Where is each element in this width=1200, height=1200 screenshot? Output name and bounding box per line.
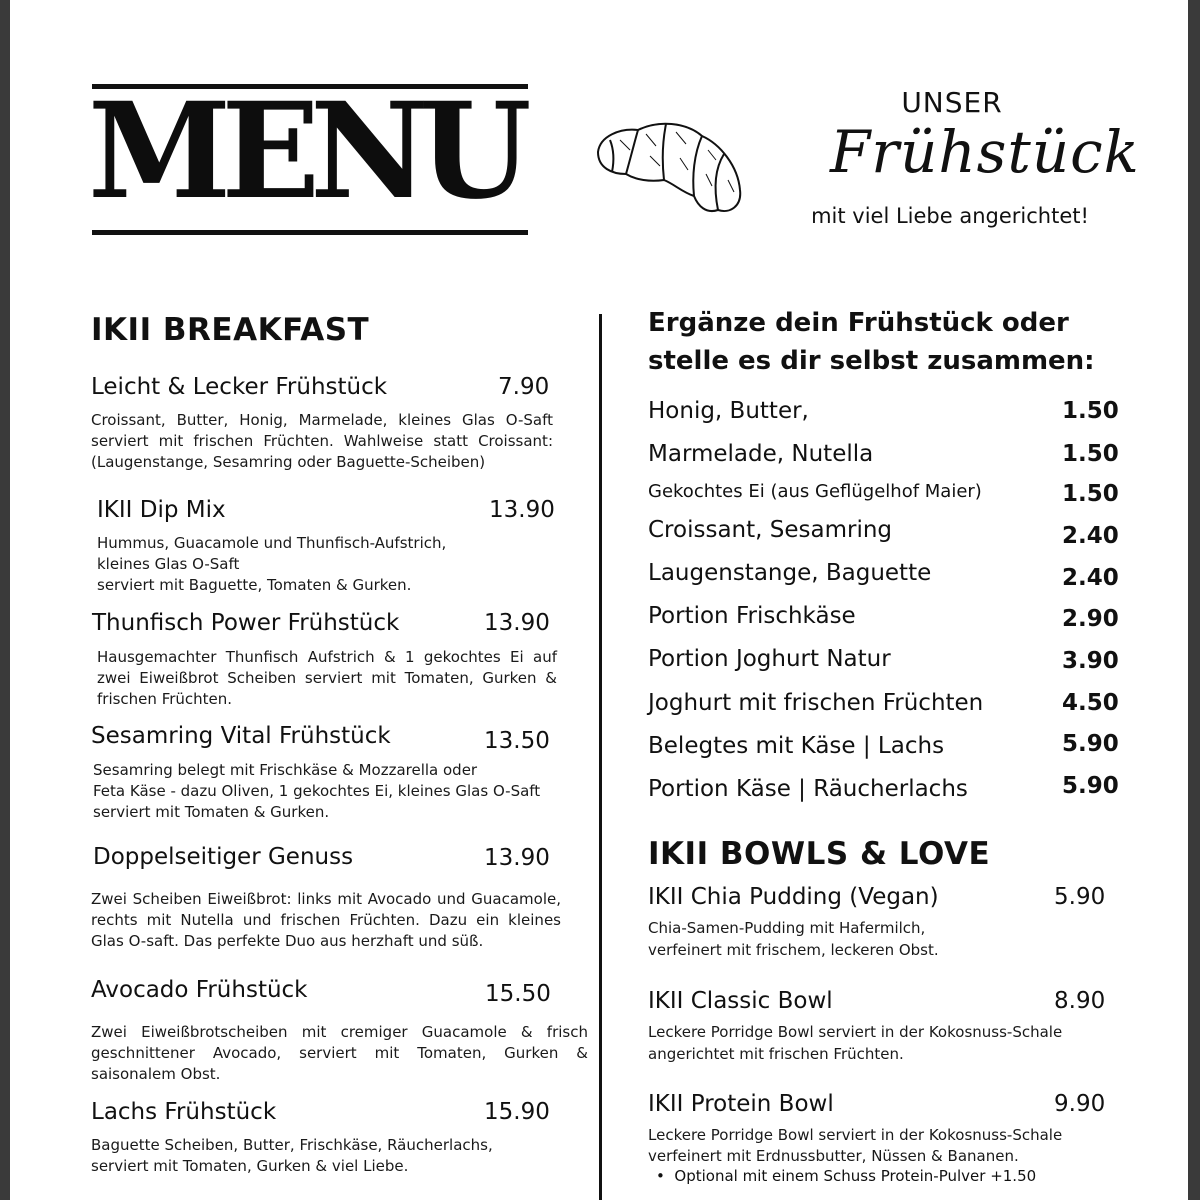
breakfast-item-name: Sesamring Vital Frühstück (91, 723, 391, 749)
menu-title: MENU (88, 74, 522, 229)
menu-bottom-rule (92, 230, 528, 235)
extra-item-price: 2.40 (1062, 523, 1119, 549)
breakfast-item-desc: Baguette Scheiben, Butter, Frischkäse, Räucherlachs, (91, 1136, 493, 1154)
bowl-item-price: 8.90 (1054, 988, 1106, 1014)
breakfast-item-price: 13.90 (484, 845, 550, 871)
breakfast-item-name: Lachs Frühstück (91, 1099, 277, 1125)
breakfast-item-desc: kleines Glas O-Saft (97, 555, 240, 573)
extra-item-name: Marmelade, Nutella (648, 441, 874, 467)
breakfast-item-name: Leicht & Lecker Frühstück (91, 374, 388, 400)
breakfast-item-price: 15.90 (484, 1099, 550, 1125)
bullet-icon: • (656, 1167, 675, 1185)
column-divider (599, 314, 602, 1200)
breakfast-item-name: Doppelseitiger Genuss (93, 844, 354, 870)
breakfast-item-price: 13.90 (489, 497, 555, 523)
extra-item-price: 5.90 (1062, 773, 1119, 799)
extra-item-price: 3.90 (1062, 648, 1119, 674)
bowl-item-price: 9.90 (1054, 1091, 1106, 1117)
bowl-item-name: IKII Protein Bowl (648, 1091, 834, 1117)
extra-item-price: 4.50 (1062, 690, 1119, 716)
bowls-heading: IKII BOWLS & LOVE (648, 836, 991, 872)
extra-item-price: 1.50 (1062, 398, 1119, 424)
breakfast-item-desc: Zwei Scheiben Eiweißbrot: links mit Avocado und Guacamole, rechts mit Nutella und frischen Früchten. Dazu ein kleines Glas O-saft. Das perfekte Duo aus herzhaft und süß. (91, 890, 561, 950)
header-unser: UNSER (901, 86, 1003, 119)
breakfast-item-price: 13.50 (484, 728, 550, 754)
breakfast-item-price: 7.90 (498, 374, 550, 400)
extra-item-name: Belegtes mit Käse | Lachs (648, 733, 945, 759)
header-script-title: Frühstück (830, 118, 1140, 186)
bowl-item-price: 5.90 (1054, 884, 1106, 910)
bowl-option-text: Optional mit einem Schuss Protein-Pulver +1.50 (674, 1167, 1037, 1185)
bowl-item-desc: Leckere Porridge Bowl serviert in der Kokosnuss-Schale (648, 1023, 1063, 1041)
extra-item-name: Portion Joghurt Natur (648, 646, 891, 672)
breakfast-item-desc: Hummus, Guacamole und Thunfisch-Aufstrich, (97, 534, 447, 552)
extra-item-price: 5.90 (1062, 731, 1119, 757)
extra-item-name: Joghurt mit frischen Früchten (648, 690, 984, 716)
extra-item-name: Laugenstange, Baguette (648, 560, 932, 586)
bowl-item-desc: angerichtet mit frischen Früchten. (648, 1045, 904, 1063)
bowl-item-desc: Leckere Porridge Bowl serviert in der Kokosnuss-Schale (648, 1126, 1063, 1144)
bowl-option-item (656, 1167, 1036, 1185)
breakfast-item-desc: Hausgemachter Thunfisch Aufstrich & 1 gekochtes Ei auf zwei Eiweißbrot Scheiben serviert mit Tomaten, Gurken & frischen Früchten. (97, 648, 557, 708)
breakfast-item-desc: Croissant, Butter, Honig, Marmelade, kleines Glas O-Saft serviert mit frischen Früchten. Wahlweise statt Croissant: (Laugenstange, Sesamring oder Baguette-Scheiben) (91, 411, 553, 471)
breakfast-item-desc: serviert mit Tomaten & Gurken. (93, 803, 330, 821)
bowl-item-name: IKII Chia Pudding (Vegan) (648, 884, 939, 910)
breakfast-item-name: IKII Dip Mix (97, 497, 226, 523)
extra-item-name: Croissant, Sesamring (648, 517, 893, 543)
extra-item-name: Honig, Butter, (648, 398, 809, 424)
breakfast-heading: IKII BREAKFAST (91, 312, 370, 348)
extra-item-price: 1.50 (1062, 441, 1119, 467)
bowl-item-desc: verfeinert mit frischem, leckeren Obst. (648, 941, 939, 959)
extra-item-name: Portion Käse | Räucherlachs (648, 776, 968, 802)
breakfast-item-desc: serviert mit Tomaten, Gurken & viel Liebe. (91, 1157, 409, 1175)
breakfast-item-desc: serviert mit Baguette, Tomaten & Gurken. (97, 576, 412, 594)
bowl-item-name: IKII Classic Bowl (648, 988, 833, 1014)
extra-item-price: 2.40 (1062, 565, 1119, 591)
bowl-item-desc: verfeinert mit Erdnussbutter, Nüssen & Bananen. (648, 1147, 1019, 1165)
breakfast-item-name: Avocado Frühstück (91, 977, 308, 1003)
extra-item-price: 2.90 (1062, 606, 1119, 632)
menu-page (10, 0, 1188, 1200)
extras-heading: Ergänze dein Frühstück oder stelle es dir selbst zusammen: (648, 308, 1095, 376)
extra-item-name: Portion Frischkäse (648, 603, 856, 629)
extra-item-name: Gekochtes Ei (aus Geflügelhof Maier) (648, 481, 982, 502)
extra-item-price: 1.50 (1062, 481, 1119, 507)
breakfast-item-name: Thunfisch Power Frühstück (92, 610, 400, 636)
bowl-item-desc: Chia-Samen-Pudding mit Hafermilch, (648, 919, 926, 937)
breakfast-item-desc: Zwei Eiweißbrotscheiben mit cremiger Guacamole & frisch geschnittener Avocado, serviert mit Tomaten, Gurken & saisonalem Obst. (91, 1023, 588, 1083)
header-tagline: mit viel Liebe angerichtet! (811, 204, 1089, 228)
breakfast-item-desc: Sesamring belegt mit Frischkäse & Mozzarella oder (93, 761, 478, 779)
croissant-icon (590, 110, 750, 220)
breakfast-item-desc: Feta Käse - dazu Oliven, 1 gekochtes Ei, kleines Glas O-Saft (93, 782, 541, 800)
breakfast-item-price: 13.90 (484, 610, 550, 636)
breakfast-item-price: 15.50 (485, 981, 551, 1007)
